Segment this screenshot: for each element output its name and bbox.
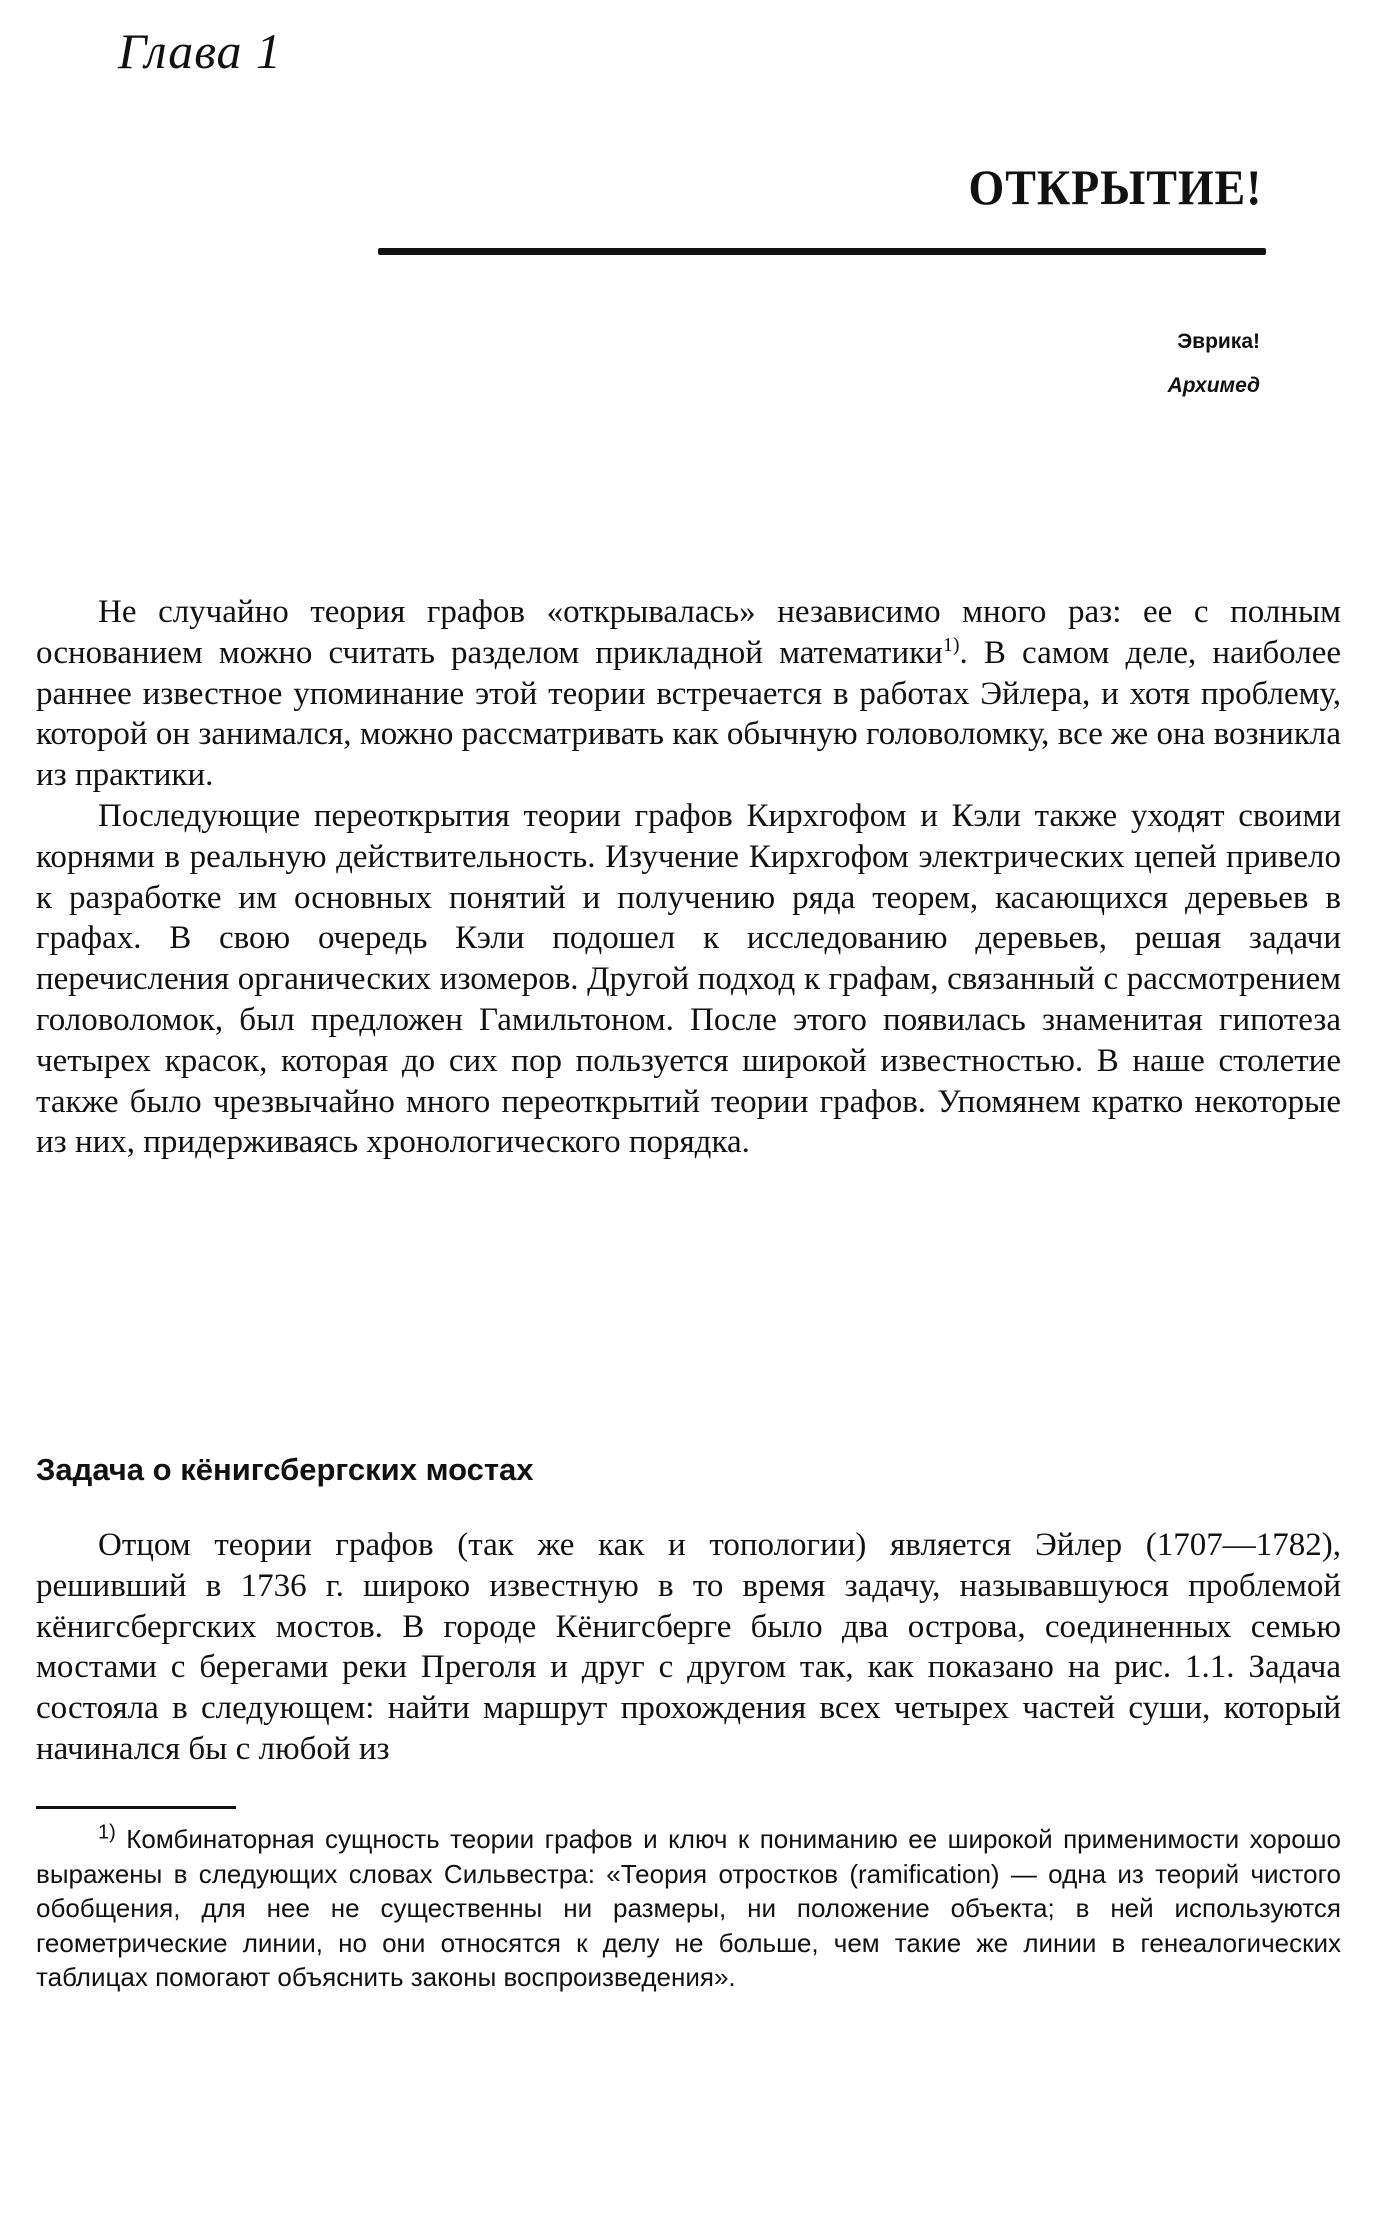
title-rule	[378, 248, 1266, 255]
section-paragraph-1: Отцом теории графов (так же как и топологии) является Эйлер (1707—1782), решивший в 1736 г. широко известную в то время задачу, называвшуюся проблемой кёнигсбергских мостов. В городе Кёнигсберге было два острова, соединенных семью мостами с берегами реки Преголя и друг с другом так, как показано на рис. 1.1. Задача состояла в следующем: найти маршрут прохождения всех четырех частей суши, который начинался бы с любой из	[36, 1527, 1341, 1767]
intro-paragraph-2: Последующие переоткрытия теории графов Кирхгофом и Кэли также уходят своими корнями в реальную действительность. Изучение Кирхгофом электрических цепей привело к разработке им основных понятий и получению ряда теорем, касающихся деревьев в графах. В свою очередь Кэли подошел к исследованию деревьев, решая задачи перечисления органических изомеров. Другой подход к графам, связанный с рассмотрением головоломок, был предложен Гамильтоном. После этого появилась знаменитая гипотеза четырех красок, которая до сих пор пользуется широкой известностью. В наше столетие также было чрезвычайно много переоткрытий теории графов. Упомянем кратко некоторые из них, придерживаясь хронологического порядка.	[36, 797, 1341, 1161]
intro-paragraph-1-end: . В самом деле, наиболее раннее известное упоминание этой теории встречается в работах Эйлера, и хотя проблему, которой он занимался, можно рассматривать как обычную головоломку, все же она возникла из практики.	[36, 634, 1341, 794]
intro-paragraph-1-start: Не случайно теория графов «открывалась» независимо много раз: ее с полным основанием можно считать разделом прикладной математики	[36, 594, 1341, 671]
epigraph	[1168, 320, 1260, 408]
section-text	[36, 1525, 1341, 1770]
footnote-text: Комбинаторная сущность теории графов и ключ к пониманию ее широкой применимости хорошо выражены в следующих словах Сильвестра: «Теория отростков (ramification) — одна из теорий чистого обобщения, для нее не существенны ни размеры, ни положение объекта; в ней используются геометрические линии, но они относятся к делу не больше, чем такие же линии в генеалогических таблицах помогают объяснить законы воспроизведения».	[36, 1824, 1341, 1992]
chapter-label: Глава 1	[118, 23, 283, 79]
footnote-marker: 1)	[98, 1821, 116, 1844]
intro-paragraph-1	[36, 592, 1341, 796]
epigraph-author: Архимед	[1167, 374, 1260, 397]
footnote	[36, 1822, 1341, 1995]
footnote-reference: 1)	[942, 633, 960, 656]
footnote-rule	[36, 1806, 236, 1809]
chapter-title: ОТКРЫТИЕ!	[968, 159, 1262, 215]
section-heading: Задача о кёнигсбергских мостах	[36, 1452, 534, 1487]
epigraph-quote: Эврика!	[1177, 330, 1260, 353]
intro-text	[36, 592, 1341, 1163]
